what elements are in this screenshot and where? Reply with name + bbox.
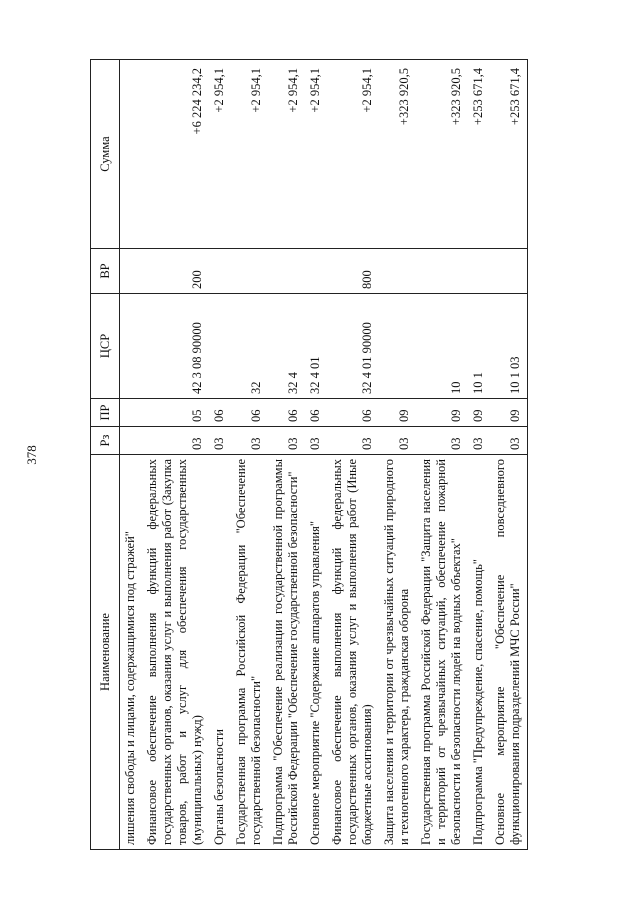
row-pr: 06 [209, 399, 231, 427]
rotated-page-content [90, 60, 620, 850]
row-pr: 09 [379, 399, 416, 427]
row-rz: 03 [142, 427, 209, 455]
row-sum: +6 224 234,2 [142, 60, 209, 249]
row-rz: 03 [268, 427, 305, 455]
row-rz: 03 [305, 427, 327, 455]
row-sum: +253 671,4 [468, 60, 490, 249]
page-number-text: 378 [24, 445, 39, 465]
row-pr: 06 [231, 399, 268, 427]
row-rz [120, 427, 143, 455]
row-vr [305, 249, 327, 294]
row-csr: 32 [231, 294, 268, 399]
table-row [209, 60, 231, 850]
table-row [268, 60, 305, 850]
header-csr: ЦСР [91, 294, 120, 399]
row-csr: 32 4 [268, 294, 305, 399]
row-name: Основное мероприятие "Обеспечение повседневного функционирования подразделений МЧС России" [490, 455, 528, 850]
row-name: Подпрограмма "Обеспечение реализации государственной программы Российской Федерации "Обеспечение государственной безопасности" [268, 455, 305, 850]
row-name: лишения свободы и лицами, содержащимися под стражей" [120, 455, 143, 850]
table-row [305, 60, 327, 850]
row-rz: 03 [231, 427, 268, 455]
row-vr [209, 249, 231, 294]
header-sum: Сумма [91, 60, 120, 249]
table-row [490, 60, 528, 850]
table-row [327, 60, 379, 850]
row-name: Финансовое обеспечение выполнения функций федеральных государственных органов, оказания услуг и выполнения работ (Закупка товаров, работ и услуг для обеспечения государственных (муниципальных) нужд) [142, 455, 209, 850]
row-vr [379, 249, 416, 294]
row-name: Основное мероприятие "Содержание аппаратов управления" [305, 455, 327, 850]
row-sum [120, 60, 143, 249]
header-pr: ПР [91, 399, 120, 427]
row-name: Финансовое обеспечение выполнения функций федеральных государственных органов, оказания услуг и выполнения работ (Иные бюджетные ассигнования) [327, 455, 379, 850]
header-rz: Рз [91, 427, 120, 455]
row-pr: 05 [142, 399, 209, 427]
row-vr: 800 [327, 249, 379, 294]
row-rz: 03 [327, 427, 379, 455]
row-pr: 06 [327, 399, 379, 427]
row-vr [490, 249, 528, 294]
row-name: Государственная программа Российской Федерации "Защита населения и территорий от чрезвычайных ситуаций, обеспечение пожарной безопасности и безопасности людей на водных объектах" [416, 455, 468, 850]
row-csr [120, 294, 143, 399]
row-pr: 09 [468, 399, 490, 427]
table-row [416, 60, 468, 850]
budget-table [90, 59, 528, 850]
row-csr: 10 1 03 [490, 294, 528, 399]
row-sum: +2 954,1 [305, 60, 327, 249]
table-row [468, 60, 490, 850]
table-body [120, 60, 528, 850]
row-vr [468, 249, 490, 294]
row-vr [416, 249, 468, 294]
header-row [91, 60, 120, 850]
row-sum: +2 954,1 [209, 60, 231, 249]
row-sum: +253 671,4 [490, 60, 528, 249]
row-csr [379, 294, 416, 399]
row-vr [231, 249, 268, 294]
row-csr: 32 4 01 90000 [327, 294, 379, 399]
row-name: Государственная программа Российской Федерации "Обеспечение государственной безопасности" [231, 455, 268, 850]
header-name: Наименование [91, 455, 120, 850]
row-csr [209, 294, 231, 399]
row-pr: 06 [268, 399, 305, 427]
row-name: Защита населения и территории от чрезвычайных ситуаций природного и техногенного характера, гражданская оборона [379, 455, 416, 850]
row-csr: 42 3 08 90000 [142, 294, 209, 399]
row-rz: 03 [416, 427, 468, 455]
row-csr: 10 1 [468, 294, 490, 399]
row-name: Подпрограмма "Предупреждение, спасение, помощь" [468, 455, 490, 850]
row-vr [120, 249, 143, 294]
row-vr [268, 249, 305, 294]
row-csr: 10 [416, 294, 468, 399]
row-rz: 03 [209, 427, 231, 455]
row-rz: 03 [468, 427, 490, 455]
row-rz: 03 [490, 427, 528, 455]
row-name: Органы безопасности [209, 455, 231, 850]
row-pr: 09 [490, 399, 528, 427]
row-sum: +2 954,1 [327, 60, 379, 249]
table-row [379, 60, 416, 850]
row-pr [120, 399, 143, 427]
row-pr: 06 [305, 399, 327, 427]
table-row [120, 60, 143, 850]
table-row [231, 60, 268, 850]
row-sum: +2 954,1 [231, 60, 268, 249]
row-sum: +323 920,5 [416, 60, 468, 249]
header-vr: ВР [91, 249, 120, 294]
table-header [91, 60, 120, 850]
row-csr: 32 4 01 [305, 294, 327, 399]
row-rz: 03 [379, 427, 416, 455]
row-pr: 09 [416, 399, 468, 427]
row-sum: +323 920,5 [379, 60, 416, 249]
row-sum: +2 954,1 [268, 60, 305, 249]
table-row [142, 60, 209, 850]
row-vr: 200 [142, 249, 209, 294]
